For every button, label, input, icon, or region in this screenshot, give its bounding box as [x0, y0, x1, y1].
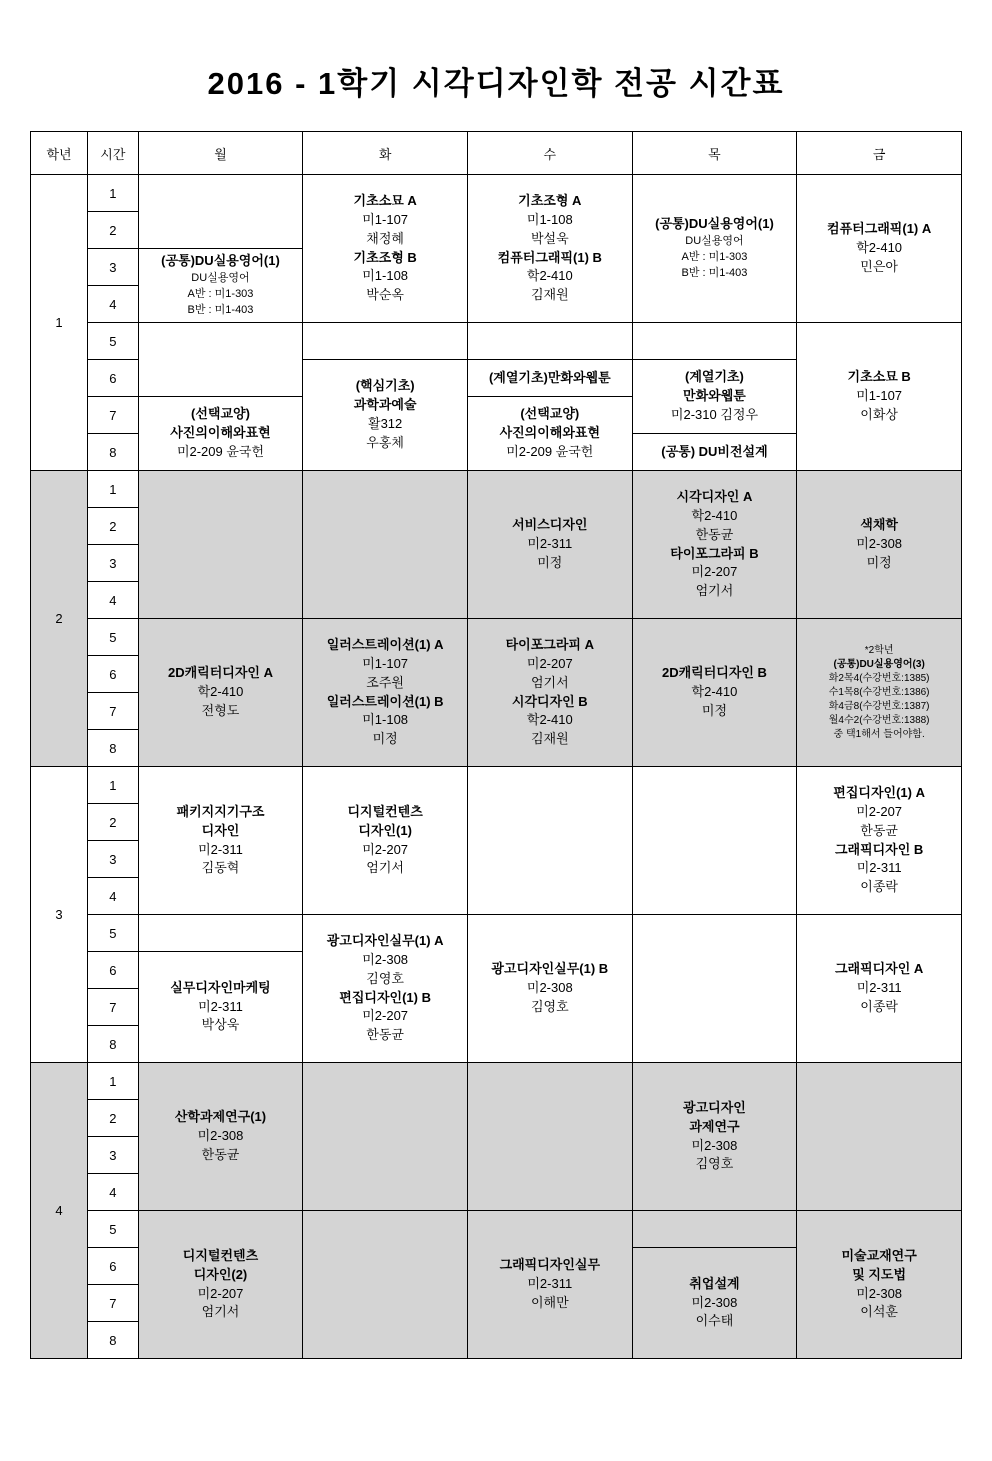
cell-g4-fri-1 [797, 1211, 962, 1359]
class-line: 민은아 [860, 258, 898, 274]
class-line: 학2-410 [526, 712, 573, 728]
cell-g3-mon-1 [138, 767, 303, 915]
class-line: 미2-207 [691, 564, 738, 580]
cell-g4-tue-blank2 [303, 1211, 468, 1359]
class-line: 김재원 [530, 287, 569, 303]
class-line: 학2-410 [197, 684, 244, 700]
class-line: 기초소묘 A [353, 192, 417, 208]
class-line: 우홍체 [366, 434, 404, 450]
cell-g4-fri-blank [797, 1063, 962, 1211]
cell-g2-wed-2 [467, 619, 632, 767]
class-block [797, 957, 961, 1020]
cell-g3-thu-blank2 [632, 915, 797, 1063]
class-line: 엄기서 [530, 674, 569, 690]
cell-g4-wed-blank [467, 1063, 632, 1211]
class-line: 활312 [368, 416, 403, 431]
class-block [633, 1272, 797, 1335]
header-grade: 학년 [31, 132, 88, 175]
class-line: 미2-209 윤국헌 [176, 443, 265, 459]
class-line: 미2-308 [856, 1285, 903, 1301]
class-line: 2D캐릭터디자인 A [168, 665, 273, 681]
period-label: 6 [88, 360, 139, 397]
class-block [468, 957, 632, 1020]
class-line: 미2-311 [198, 841, 243, 857]
class-line: B반 : 미1-403 [187, 303, 254, 316]
class-line: 디자인 [201, 822, 240, 838]
class-line: 시각디자인 B [511, 693, 588, 709]
class-line: 그래픽디자인 A [834, 961, 924, 977]
class-line: 이종락 [860, 879, 898, 895]
period-label: 5 [88, 1211, 139, 1248]
class-line: (핵심기초) [355, 378, 415, 394]
header-monday: 월 [138, 132, 303, 175]
cell-g1-thu-1 [632, 175, 797, 323]
grade-label: 2 [31, 471, 88, 767]
period-label: 7 [88, 397, 139, 434]
class-line: 그래픽디자인실무 [499, 1257, 601, 1273]
cell-g3-mon-2 [138, 952, 303, 1063]
class-line: 미2-311 [198, 998, 243, 1014]
cell-g2-wed-1 [467, 471, 632, 619]
cell-g4-thu-2 [632, 1248, 797, 1359]
cell-g1-fri-2 [797, 323, 962, 471]
class-line: 한동균 [860, 822, 898, 838]
class-line: A반 : 미1-303 [187, 287, 254, 300]
cell-g2-thu-2 [632, 619, 797, 767]
class-line: 학2-410 [526, 268, 573, 284]
class-line: 엄기서 [695, 583, 734, 599]
period-label: 6 [88, 1248, 139, 1285]
class-line: 월4수2(수강번호:1388) [828, 714, 930, 726]
class-line: 그래픽디자인 B [834, 841, 924, 857]
class-line: 한동균 [695, 526, 734, 542]
class-line: 디자인(2) [193, 1266, 248, 1282]
class-line: 광고디자인 [683, 1099, 746, 1115]
class-block [633, 440, 797, 465]
class-line: 사진의이해와표현 [170, 425, 271, 441]
class-line: 색채학 [860, 517, 898, 533]
period-label: 5 [88, 323, 139, 360]
cell-g2-thu-1 [632, 471, 797, 619]
cell-g1-wed-2 [467, 360, 632, 397]
class-line: 채정혜 [366, 230, 404, 246]
class-line: (계열기초) [685, 369, 744, 385]
class-line: 미2-311 [856, 980, 902, 996]
cell-g2-mon-1 [138, 619, 303, 767]
period-label: 7 [88, 989, 139, 1026]
class-block [468, 402, 632, 465]
cell-g1-thu-3 [632, 434, 797, 471]
class-line: 미1-108 [362, 268, 409, 284]
class-line: 김영호 [695, 1156, 734, 1172]
page-title: 2016 - 1학기 시각디자인학 전공 시간표 [207, 66, 785, 101]
class-line: 패키지지기구조 [176, 803, 265, 819]
class-line: 미2-207 [856, 803, 903, 819]
class-line: 이석훈 [860, 1304, 898, 1320]
class-line: 및 지도법 [852, 1266, 907, 1282]
class-block [139, 402, 303, 465]
class-line: 김재원 [530, 731, 569, 747]
cell-g2-tue-blank [303, 471, 468, 619]
period-label: 4 [88, 878, 139, 915]
class-line: 만화와웹툰 [683, 388, 746, 404]
class-line: (선택교양) [191, 406, 250, 422]
cell-g3-thu-blank [632, 767, 797, 915]
class-line: 기초조형 A [518, 192, 582, 208]
class-block [797, 1244, 961, 1325]
period-label: 7 [88, 1285, 139, 1322]
grade-label: 3 [31, 767, 88, 1063]
cell-g3-mon-blank [138, 915, 303, 952]
class-block [468, 513, 632, 576]
class-line: 광고디자인실무(1) B [491, 961, 609, 977]
class-line: (공통)DU실용영어(1) [655, 216, 774, 232]
class-block [139, 249, 303, 322]
cell-g4-thu-blank2 [632, 1211, 797, 1248]
cell-g4-mon-2 [138, 1211, 303, 1359]
cell-g3-tue-1 [303, 767, 468, 915]
class-block [468, 366, 632, 391]
class-block [633, 1096, 797, 1177]
class-line: 미2-308 [691, 1137, 738, 1153]
cell-g4-thu-1 [632, 1063, 797, 1211]
class-line: 실무디자인마케팅 [170, 979, 271, 995]
cell-g1-mon-2 [138, 397, 303, 471]
class-line: (계열기초)만화와웹툰 [488, 369, 611, 385]
class-line: 편집디자인(1) A [833, 784, 925, 800]
class-line: 화4금8(수강번호:1387) [828, 700, 930, 712]
period-label: 5 [88, 619, 139, 656]
class-line: 한동균 [366, 1027, 404, 1043]
period-label: 3 [88, 841, 139, 878]
period-label: 2 [88, 804, 139, 841]
class-line: 미1-108 [526, 211, 573, 227]
class-line: 미2-308 [197, 1128, 244, 1144]
class-block [139, 1244, 303, 1325]
table-row [31, 175, 962, 212]
class-line: 김영호 [366, 970, 404, 986]
class-line: 미정 [372, 731, 398, 747]
cell-g3-wed-1 [467, 915, 632, 1063]
cell-g1-wed-3 [467, 397, 632, 471]
class-line: 일러스트레이션(1) A [326, 636, 444, 652]
period-label: 5 [88, 915, 139, 952]
cell-g2-tue-1 [303, 619, 468, 767]
table-row [31, 471, 962, 508]
class-line: 미2-209 윤국헌 [506, 443, 594, 459]
period-label: 2 [88, 212, 139, 249]
class-line: 중 택1해서 들어야함. [833, 728, 925, 740]
cell-g4-wed-1 [467, 1211, 632, 1359]
class-line: (선택교양) [520, 406, 580, 422]
class-line: 미1-107 [362, 655, 409, 671]
class-line: 디지털컨텐츠 [347, 803, 423, 819]
class-line: 학2-410 [691, 684, 738, 700]
period-label: 1 [88, 767, 139, 804]
class-line: 이종락 [860, 998, 898, 1014]
period-label: 3 [88, 249, 139, 286]
class-line: 사진의이해와표현 [499, 425, 601, 441]
class-line: 미2-311 [856, 860, 902, 876]
class-block [468, 189, 632, 308]
class-line: B반 : 미1-403 [681, 266, 748, 279]
class-line: 학2-410 [691, 507, 738, 523]
timetable [30, 131, 962, 1359]
class-line: 미2-207 [362, 1008, 409, 1024]
period-label: 7 [88, 693, 139, 730]
period-label: 4 [88, 286, 139, 323]
header-thursday: 목 [632, 132, 797, 175]
class-line: 과제연구 [689, 1118, 740, 1134]
period-label: 8 [88, 434, 139, 471]
class-line: 광고디자인실무(1) A [326, 932, 444, 948]
grade-label: 1 [31, 175, 88, 471]
table-row [31, 1211, 962, 1248]
class-line: DU실용영어 [685, 235, 744, 248]
class-line: 타이포그라피 A [505, 636, 594, 652]
class-line: 전형도 [201, 702, 240, 718]
class-line: 미2-308 [526, 980, 573, 996]
period-label: 6 [88, 952, 139, 989]
class-line: 일러스트레이션(1) B [326, 693, 444, 709]
class-line: 수1목8(수강번호:1386) [828, 686, 930, 698]
cell-g1-thu-blank [632, 323, 797, 360]
class-block [797, 641, 961, 745]
class-line: 미2-311 [527, 1276, 573, 1292]
period-label: 3 [88, 545, 139, 582]
header-period: 시간 [88, 132, 139, 175]
class-line: A반 : 미1-303 [681, 250, 748, 263]
cell-g4-mon-1 [138, 1063, 303, 1211]
cell-g1-fri-1 [797, 175, 962, 323]
class-line: 미2-310 김정우 [670, 406, 758, 422]
class-line: 미1-107 [856, 388, 903, 404]
class-line: 엄기서 [201, 1304, 240, 1320]
class-line: DU실용영어 [191, 272, 250, 285]
class-line: 이화상 [860, 406, 898, 422]
cell-g3-fri-1 [797, 767, 962, 915]
cell-g4-tue-blank [303, 1063, 468, 1211]
period-label: 4 [88, 1174, 139, 1211]
class-line: 화2목4(수강번호:1385) [828, 672, 930, 684]
class-line: 타이포그라피 B [670, 545, 759, 561]
class-line: 미1-108 [362, 712, 409, 728]
table-row [31, 915, 962, 952]
header-friday: 금 [797, 132, 962, 175]
period-label: 8 [88, 1026, 139, 1063]
class-line: 컴퓨터그래픽(1) A [827, 221, 932, 237]
period-label: 4 [88, 582, 139, 619]
class-block [139, 1105, 303, 1168]
class-line: (공통)DU실용영어(1) [161, 253, 280, 269]
class-line: 미1-107 [362, 211, 409, 227]
class-line: 디자인(1) [358, 822, 412, 838]
period-label: 8 [88, 730, 139, 767]
period-label: 2 [88, 1100, 139, 1137]
class-line: 2D캐릭터디자인 B [661, 665, 767, 681]
class-line: 미정 [701, 702, 728, 718]
class-line: 이해만 [530, 1294, 569, 1310]
class-block [139, 800, 303, 881]
class-line: 미2-207 [362, 841, 409, 857]
class-line: 취업설계 [689, 1275, 740, 1291]
cell-g1-wed-1 [467, 175, 632, 323]
class-line: 디지털컨텐츠 [182, 1247, 259, 1263]
period-label: 3 [88, 1137, 139, 1174]
class-line: 산학과제연구(1) [174, 1109, 267, 1125]
class-block [633, 365, 797, 428]
class-line: 미2-308 [691, 1294, 738, 1310]
class-block [797, 513, 961, 576]
class-line: 학2-410 [856, 240, 903, 256]
class-line: 미정 [537, 554, 563, 570]
class-line: 미술교재연구 [841, 1247, 917, 1263]
class-block [797, 217, 961, 280]
period-label: 2 [88, 508, 139, 545]
class-line: 기초조형 B [353, 249, 417, 265]
class-block [468, 1253, 632, 1316]
class-block [139, 661, 303, 724]
period-label: 6 [88, 656, 139, 693]
class-line: 김영호 [530, 998, 569, 1014]
period-label: 1 [88, 1063, 139, 1100]
period-label: 1 [88, 175, 139, 212]
header-tuesday: 화 [303, 132, 468, 175]
period-label: 8 [88, 1322, 139, 1359]
class-line: 박상욱 [201, 1017, 240, 1033]
table-row [31, 323, 962, 360]
class-line: 조주원 [366, 674, 404, 690]
class-block [797, 781, 961, 900]
class-block [303, 929, 467, 1048]
cell-g1-mon-blank1 [138, 175, 303, 249]
cell-g3-tue-2 [303, 915, 468, 1063]
timetable-page [0, 58, 992, 1461]
class-line: 시각디자인 A [676, 488, 753, 504]
cell-g1-tue-blank [303, 323, 468, 360]
class-line: 미2-308 [362, 951, 409, 967]
cell-g1-mon-blank2 [138, 323, 303, 397]
header-wednesday: 수 [467, 132, 632, 175]
class-block [633, 485, 797, 604]
class-line: 김동혁 [201, 860, 240, 876]
table-row [31, 767, 962, 804]
cell-g2-mon-blank [138, 471, 303, 619]
class-line: 과학과예술 [353, 397, 417, 413]
table-row [31, 1063, 962, 1100]
class-line: 미2-308 [856, 536, 903, 552]
table-header-row [31, 132, 962, 175]
class-block [633, 661, 797, 724]
class-line: 서비스디자인 [512, 517, 588, 533]
cell-g3-fri-2 [797, 915, 962, 1063]
class-block [303, 633, 467, 752]
class-block [303, 189, 467, 308]
class-line: 미정 [866, 554, 892, 570]
class-line: 기초소묘 B [847, 369, 911, 385]
class-line: *2학년 [864, 644, 894, 656]
class-line: 미2-311 [527, 536, 573, 552]
grade-label: 4 [31, 1063, 88, 1359]
class-line: 미2-207 [526, 655, 573, 671]
class-block [468, 633, 632, 752]
class-line: (공통)DU실용영어(3) [833, 658, 925, 670]
class-line: (공통) DU비전설계 [661, 443, 768, 459]
period-label: 1 [88, 471, 139, 508]
cell-g1-mon-1 [138, 249, 303, 323]
cell-g1-wed-blank [467, 323, 632, 360]
table-row [31, 619, 962, 656]
cell-g1-tue-1 [303, 175, 468, 323]
class-block [633, 212, 797, 285]
class-line: 박설욱 [530, 230, 569, 246]
cell-g3-wed-blank [467, 767, 632, 915]
cell-g2-fri-1 [797, 471, 962, 619]
cell-g2-fri-2 [797, 619, 962, 767]
class-line: 엄기서 [366, 860, 404, 876]
class-line: 이수태 [695, 1313, 734, 1329]
cell-g1-thu-2 [632, 360, 797, 434]
class-line: 컴퓨터그래픽(1) B [497, 249, 602, 265]
class-line: 편집디자인(1) B [339, 989, 431, 1005]
class-line: 박순옥 [366, 287, 404, 303]
class-block [139, 976, 303, 1039]
class-line: 한동균 [201, 1146, 240, 1162]
class-block [797, 365, 961, 428]
class-block [303, 374, 467, 455]
cell-g1-tue-2 [303, 360, 468, 471]
class-block [303, 800, 467, 881]
class-line: 미2-207 [197, 1285, 244, 1301]
